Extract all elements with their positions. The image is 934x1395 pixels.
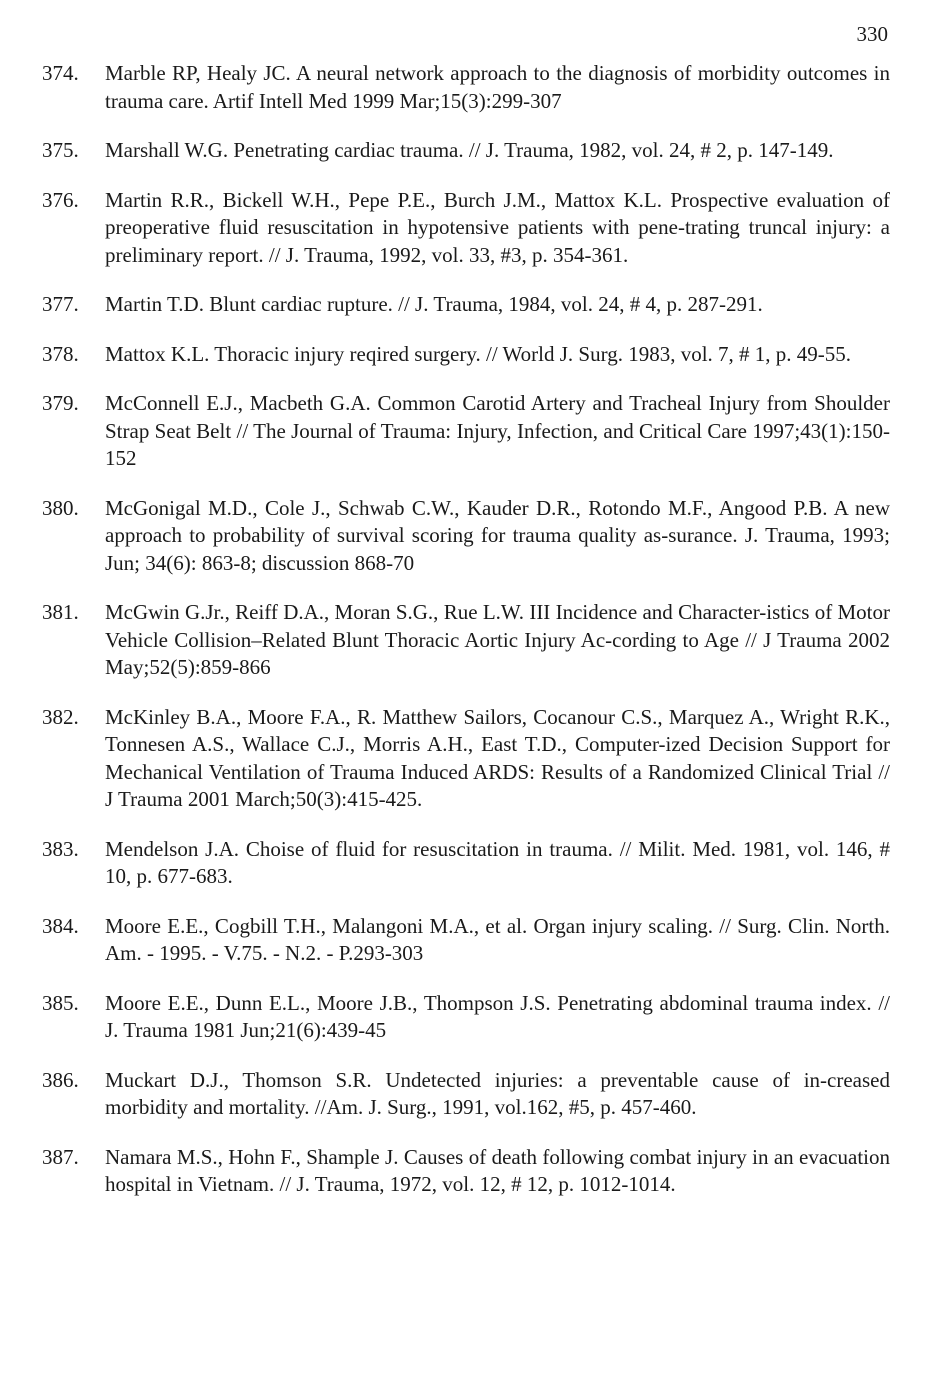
reference-item [42,1067,890,1122]
reference-item [42,913,890,968]
reference-item [42,704,890,814]
reference-text: Mattox K.L. Thoracic injury reqired surgery. // World J. Surg. 1983, vol. 7, # 1, p. 49-55. [105,341,852,366]
reference-number: 382. [42,704,79,729]
reference-number: 383. [42,836,79,861]
reference-text: Muckart D.J., Thomson S.R. Undetected injuries: a preventable cause of in-creased morbidity and mortality. //Am. J. Surg., 1991, vol.162, #5, p. 457-460. [105,1067,890,1119]
reference-item [42,1144,890,1199]
reference-text: McConnell E.J., Macbeth G.A. Common Carotid Artery and Tracheal Injury from Shoulder Strap Seat Belt // The Journal of Trauma: Injury, Infection, and Critical Care 1997;43(1):150-152 [105,391,890,470]
reference-number: 384. [42,913,79,938]
reference-text: Moore E.E., Dunn E.L., Moore J.B., Thompson J.S. Penetrating abdominal trauma index. // J. Trauma 1981 Jun;21(6):439-45 [105,990,890,1042]
reference-list [42,60,890,1221]
reference-number: 385. [42,990,79,1015]
reference-item [42,990,890,1045]
reference-number: 376. [42,187,79,212]
reference-text: McKinley B.A., Moore F.A., R. Matthew Sailors, Cocanour C.S., Marquez A., Wright R.K., Tonnesen A.S., Wallace C.J., Morris A.H., East T.D., Computer-ized Decision Support for Mechanical Ventilation of Trauma Induced ARDS: Results of a Randomized Clinical Trial // J Trauma 2001 March;50(3):415-425. [105,704,890,811]
reference-number: 386. [42,1067,79,1092]
reference-number: 381. [42,600,79,624]
page-number: 330 [856,22,888,46]
reference-number: 377. [42,292,79,316]
reference-item [42,291,890,319]
reference-number: 387. [42,1144,79,1169]
reference-text: Mendelson J.A. Choise of fluid for resuscitation in trauma. // Milit. Med. 1981, vol. 146, # 10, p. 677-683. [105,836,890,888]
reference-item [42,836,890,891]
reference-text: Moore E.E., Cogbill T.H., Malangoni M.A., et al. Organ injury scaling. // Surg. Clin. North. Am. - 1995. - V.75. - N.2. - P.293-303 [105,913,890,965]
reference-number: 379. [42,391,79,415]
reference-number: 378. [42,341,79,366]
reference-text: Marble RP, Healy JC. A neural network approach to the diagnosis of morbidity outcomes in trauma care. Artif Intell Med 1999 Mar;15(3):299-307 [105,61,890,113]
reference-text: Namara M.S., Hohn F., Shample J. Causes of death following combat injury in an evacuation hospital in Vietnam. // J. Trauma, 1972, vol. 12, # 12, p. 1012-1014. [105,1144,890,1196]
reference-item [42,390,890,473]
reference-item [42,495,890,578]
reference-text: Marshall W.G. Penetrating cardiac trauma. // J. Trauma, 1982, vol. 24, # 2, p. 147-149. [105,138,834,162]
reference-number: 374. [42,61,79,85]
reference-item [42,599,890,682]
reference-text: McGonigal M.D., Cole J., Schwab C.W., Kauder D.R., Rotondo M.F., Angood P.B. A new approach to probability of survival scoring for trauma quality as-surance. J. Trauma, 1993; Jun; 34(6): 863-8; discussion 868-70 [105,495,890,575]
reference-item [42,187,890,270]
reference-item [42,341,890,369]
reference-item [42,137,890,165]
reference-item [42,60,890,115]
reference-text: McGwin G.Jr., Reiff D.A., Moran S.G., Rue L.W. III Incidence and Character-istics of Motor Vehicle Collision–Related Blunt Thoracic Aortic Injury Ac-cording to Age // J Trauma 2002 May;52(5):859-866 [105,600,890,679]
reference-text: Martin R.R., Bickell W.H., Pepe P.E., Burch J.M., Mattox K.L. Prospective evaluation of preoperative fluid resuscitation in hypotensive patients with pene-trating truncal injury: a preliminary report. // J. Trauma, 1992, vol. 33, #3, p. 354-361. [105,187,890,267]
reference-number: 380. [42,495,79,520]
reference-number: 375. [42,138,79,162]
reference-text: Martin T.D. Blunt cardiac rupture. // J. Trauma, 1984, vol. 24, # 4, p. 287-291. [105,292,763,316]
